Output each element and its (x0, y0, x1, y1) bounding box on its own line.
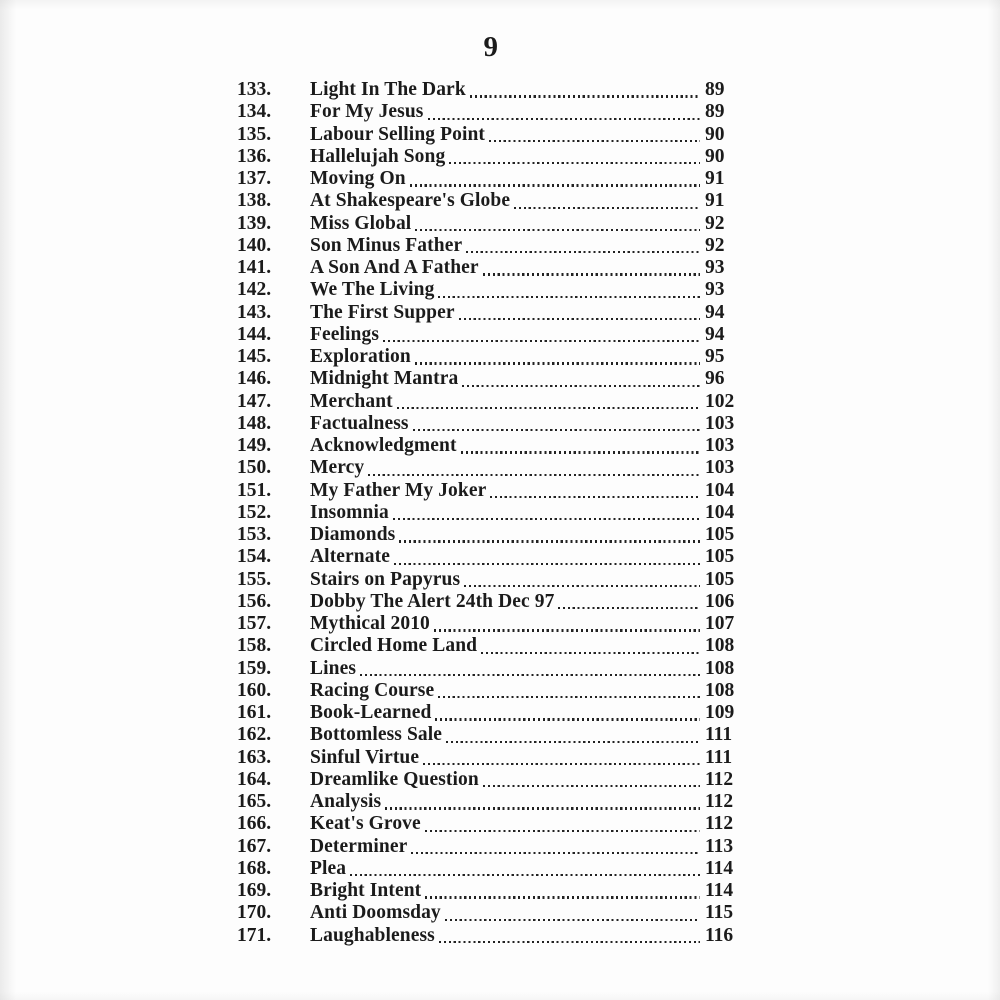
entry-title: Racing Course (310, 679, 435, 701)
entry-number: 135. (237, 123, 272, 145)
dot-leader (438, 696, 700, 698)
entry-title: Sinful Virtue (310, 746, 420, 768)
entry-number: 147. (237, 390, 272, 412)
entry-number: 170. (237, 902, 272, 924)
entry-title: Miss Global (310, 212, 412, 234)
toc-entry (237, 791, 745, 813)
entry-number: 141. (237, 257, 272, 278)
entry-page: 114 (705, 880, 734, 901)
toc-entry (237, 146, 745, 168)
entry-number: 171. (237, 924, 272, 946)
entry-number: 162. (237, 724, 272, 746)
entry-title: Lines (310, 657, 357, 679)
entry-number: 136. (237, 145, 272, 167)
page-number: 9 (483, 31, 499, 63)
entry-title: Bright Intent (310, 880, 422, 901)
dot-leader (423, 763, 700, 765)
entry-number: 140. (237, 234, 272, 256)
toc-entry (237, 413, 745, 435)
dot-leader (558, 607, 700, 609)
entry-page: 104 (705, 501, 735, 523)
dot-leader (410, 184, 700, 186)
entry-number: 138. (237, 190, 272, 212)
entry-title: Circled Home Land (310, 635, 478, 657)
toc-entry (237, 168, 745, 190)
entry-title: Laughableness (310, 924, 435, 946)
toc-entry (237, 613, 745, 635)
entry-page: 107 (705, 613, 735, 634)
dot-leader (350, 874, 700, 876)
entry-title: Factualness (310, 412, 409, 434)
entry-page: 105 (705, 568, 735, 590)
entry-page: 108 (705, 657, 735, 679)
toc-entry (237, 591, 745, 613)
entry-page: 114 (705, 857, 734, 879)
entry-title: Moving On (310, 168, 406, 189)
entry-title: Alternate (310, 546, 390, 568)
dot-leader (438, 296, 700, 298)
toc-entry (237, 702, 745, 724)
dot-leader (415, 362, 700, 364)
entry-page: 112 (705, 791, 734, 812)
toc-entry (237, 480, 745, 502)
entry-page: 91 (705, 168, 725, 189)
toc-entry (237, 391, 745, 413)
entry-title: Mercy (310, 457, 365, 479)
entry-page: 89 (705, 79, 725, 100)
dot-leader (397, 407, 700, 409)
toc-entry (237, 569, 745, 591)
toc-entry (237, 346, 745, 368)
entry-page: 112 (705, 813, 734, 835)
entry-title: We The Living (310, 279, 435, 301)
entry-number: 137. (237, 168, 272, 189)
entry-number: 156. (237, 590, 272, 612)
dot-leader (446, 741, 700, 743)
dot-leader (466, 251, 700, 253)
toc-entry (237, 724, 745, 746)
toc-entry (237, 502, 745, 524)
entry-title: Feelings (310, 323, 380, 345)
entry-page: 106 (705, 590, 735, 612)
entry-title: My Father My Joker (310, 479, 487, 501)
toc-entry (237, 213, 745, 235)
entry-page: 94 (705, 301, 725, 323)
entry-page: 105 (705, 546, 735, 568)
toc-entry (237, 836, 745, 858)
entry-number: 134. (237, 101, 272, 123)
entry-title: Analysis (310, 791, 382, 812)
toc-entry (237, 457, 745, 479)
entry-title: The First Supper (310, 301, 455, 323)
entry-page: 103 (705, 457, 735, 479)
entry-number: 152. (237, 501, 272, 523)
dot-leader (449, 162, 700, 164)
entry-title: Bottomless Sale (310, 724, 443, 746)
entry-page: 116 (705, 924, 734, 946)
entry-number: 155. (237, 568, 272, 590)
entry-page: 109 (705, 702, 735, 723)
entry-title: At Shakespeare's Globe (310, 190, 511, 212)
entry-title: A Son And A Father (310, 257, 479, 278)
entry-title: Midnight Mantra (310, 368, 459, 390)
entry-page: 92 (705, 234, 725, 256)
dot-leader (439, 941, 700, 943)
toc-entry (237, 124, 745, 146)
entry-number: 150. (237, 457, 272, 479)
entry-title: Light In The Dark (310, 79, 466, 100)
entry-number: 163. (237, 746, 272, 768)
entry-page: 93 (705, 257, 725, 278)
entry-title: Determiner (310, 835, 408, 857)
entry-title: Son Minus Father (310, 234, 463, 256)
entry-title: Labour Selling Point (310, 123, 486, 145)
toc-entry (237, 925, 745, 947)
toc-entry (237, 813, 745, 835)
entry-title: Stairs on Papyrus (310, 568, 461, 590)
entry-page: 90 (705, 123, 725, 145)
dot-leader (413, 429, 700, 431)
dot-leader (425, 830, 700, 832)
entry-page: 89 (705, 101, 725, 123)
entry-number: 145. (237, 346, 272, 367)
toc-entry (237, 368, 745, 390)
entry-page: 108 (705, 635, 735, 657)
entry-page: 112 (705, 768, 734, 790)
entry-number: 139. (237, 212, 272, 234)
entry-page: 91 (705, 190, 725, 212)
toc-entry (237, 880, 745, 902)
entry-title: Plea (310, 857, 347, 879)
dot-leader (461, 451, 700, 453)
dot-leader (470, 95, 700, 97)
entry-number: 167. (237, 835, 272, 857)
entry-title: Merchant (310, 390, 393, 412)
dot-leader (489, 140, 700, 142)
entry-number: 159. (237, 657, 272, 679)
toc-entry (237, 324, 745, 346)
entry-page: 113 (705, 835, 734, 857)
toc-entry (237, 635, 745, 657)
entry-number: 151. (237, 479, 272, 501)
entry-page: 96 (705, 368, 725, 390)
entry-number: 168. (237, 857, 272, 879)
toc-entry (237, 79, 745, 101)
entry-title: For My Jesus (310, 101, 424, 123)
entry-number: 153. (237, 524, 272, 545)
dot-leader (490, 496, 700, 498)
entry-number: 142. (237, 279, 272, 301)
entry-number: 148. (237, 412, 272, 434)
dot-leader (435, 718, 700, 720)
toc-entry (237, 658, 745, 680)
dot-leader (514, 207, 700, 209)
entry-page: 105 (705, 524, 735, 545)
entry-title: Book-Learned (310, 702, 432, 723)
entry-title: Keat's Grove (310, 813, 421, 835)
entry-number: 160. (237, 679, 272, 701)
entry-page: 103 (705, 412, 735, 434)
entry-page: 94 (705, 323, 725, 345)
dot-leader (360, 674, 700, 676)
entry-page: 92 (705, 212, 725, 234)
toc-entry (237, 524, 745, 546)
toc-entry (237, 279, 745, 301)
entry-page: 111 (705, 724, 733, 746)
dot-leader (399, 540, 700, 542)
entry-title: Anti Doomsday (310, 902, 441, 924)
entry-number: 164. (237, 768, 272, 790)
dot-leader (428, 118, 701, 120)
toc-entry (237, 769, 745, 791)
entry-number: 165. (237, 791, 272, 812)
entry-page: 102 (705, 390, 735, 412)
entry-title: Insomnia (310, 501, 389, 523)
toc-entry (237, 302, 745, 324)
dot-leader (368, 474, 700, 476)
toc-entry (237, 680, 745, 702)
entry-number: 158. (237, 635, 272, 657)
dot-leader (481, 652, 700, 654)
entry-number: 144. (237, 323, 272, 345)
entry-page: 104 (705, 479, 735, 501)
entry-title: Acknowledgment (310, 435, 457, 456)
dot-leader (411, 852, 700, 854)
dot-leader (464, 585, 700, 587)
toc-entry (237, 902, 745, 924)
dot-leader (415, 229, 700, 231)
entry-title: Dobby The Alert 24th Dec 97 (310, 590, 555, 612)
dot-leader (459, 318, 700, 320)
entry-page: 115 (705, 902, 734, 924)
entry-number: 169. (237, 880, 272, 901)
dot-leader (425, 896, 700, 898)
entry-number: 161. (237, 702, 272, 723)
dot-leader (483, 273, 700, 275)
entry-page: 103 (705, 435, 735, 456)
dot-leader (383, 340, 700, 342)
entry-number: 143. (237, 301, 272, 323)
toc-entry (237, 190, 745, 212)
toc-entry (237, 101, 745, 123)
dot-leader (462, 385, 700, 387)
dot-leader (394, 563, 700, 565)
entry-page: 95 (705, 346, 725, 367)
toc-entry (237, 257, 745, 279)
entry-number: 133. (237, 79, 272, 100)
entry-title: Diamonds (310, 524, 396, 545)
entry-title: Dreamlike Question (310, 768, 479, 790)
dot-leader (483, 785, 700, 787)
entry-page: 111 (705, 746, 733, 768)
entry-number: 166. (237, 813, 272, 835)
entry-title: Exploration (310, 346, 411, 367)
dot-leader (393, 518, 700, 520)
entry-title: Hallelujah Song (310, 145, 446, 167)
entry-number: 154. (237, 546, 272, 568)
toc-entry (237, 435, 745, 457)
dot-leader (445, 919, 700, 921)
entry-page: 108 (705, 679, 735, 701)
dot-leader (434, 629, 700, 631)
toc-entry (237, 546, 745, 568)
entry-number: 157. (237, 613, 272, 634)
entry-page: 90 (705, 145, 725, 167)
entry-number: 146. (237, 368, 272, 390)
entry-page: 93 (705, 279, 725, 301)
entry-title: Mythical 2010 (310, 613, 430, 634)
entry-number: 149. (237, 435, 272, 456)
toc-entry (237, 747, 745, 769)
dot-leader (385, 807, 700, 809)
toc-entry (237, 235, 745, 257)
toc-entry (237, 858, 745, 880)
table-of-contents (237, 79, 745, 947)
